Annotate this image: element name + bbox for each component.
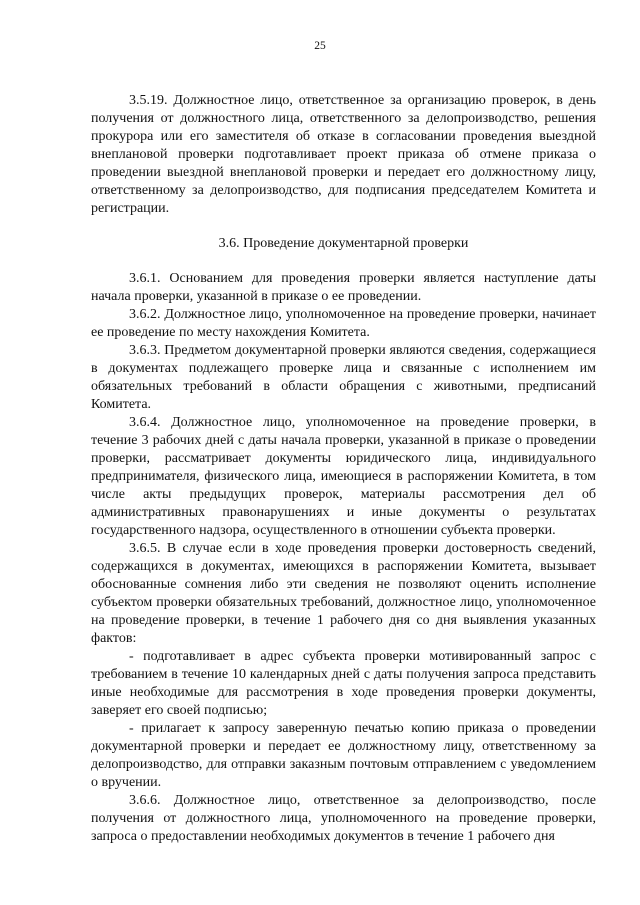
list-item-request: - подготавливает в адрес субъекта проверки мотивированный запрос с требованием в течение 10 календарных дней с даты получения запроса представить иные необходимые для рассмотрения в ходе проведения проверки документы, заверяет его своей подписью; xyxy=(91,649,596,718)
paragraph-3-6-6: 3.6.6. Должностное лицо, ответственное за делопроизводство, после получения от должностного лица, уполномоченного на проведение проверки, запроса о предоставлении необходимых документов в течение 1 рабочего дня xyxy=(91,793,596,844)
list-item-attach: - прилагает к запросу заверенную печатью копию приказа о проведении документарной проверки и передает ее должностному лицу, ответственному за делопроизводство, для отправки заказным почтовым отправлением с уведомлением о вручении. xyxy=(91,721,596,790)
paragraph-3-6-4: 3.6.4. Должностное лицо, уполномоченное на проведение проверки, в течение 3 рабочих дней с даты начала проверки, указанной в приказе о проведении проверки, рассматривает документы юридического лица, индивидуального предпринимателя, физического лица, имеющиеся в распоряжении Комитета, в том числе акты предыдущих проверок, материалы рассмотрения дел об административных правонарушениях и иные документы о результатах государственного надзора, осуществленного в отношении субъекта проверки. xyxy=(91,415,596,538)
page-number: 25 xyxy=(314,40,326,52)
paragraph-3-5-19: 3.5.19. Должностное лицо, ответственное за организацию проверок, в день получения от должностного лица, ответственного за делопроизводство, решения прокурора или его заместителя об отказе в согласовании проведения выездной внеплановой проверки подготавливает проект приказа об отмене приказа о проведении выездной внеплановой проверки и передает его должностному лицу, ответственному за делопроизводство, для подписания председателем Комитета и регистрации. xyxy=(91,93,596,216)
section-heading: 3.6. Проведение документарной проверки xyxy=(218,236,469,251)
paragraph-3-6-3: 3.6.3. Предметом документарной проверки являются сведения, содержащиеся в документах подлежащего проверке лица и связанные с исполнением им обязательных требований в области обращения с животными, предписаний Комитета. xyxy=(91,343,596,412)
paragraph-3-6-5: 3.6.5. В случае если в ходе проведения проверки достоверность сведений, содержащихся в документах, имеющихся в распоряжении Комитета, вызывает обоснованные сомнения либо эти сведения не позволяют оценить исполнение субъектом проверки обязательных требований, должностное лицо, уполномоченное на проведение проверки, в течение 1 рабочего дня со дня выявления указанных фактов: xyxy=(91,541,596,646)
paragraph-3-6-2: 3.6.2. Должностное лицо, уполномоченное на проведение проверки, начинает ее проведение по месту нахождения Комитета. xyxy=(91,307,596,340)
paragraph-3-6-1: 3.6.1. Основанием для проведения проверки является наступление даты начала проверки, указанной в приказе о ее проведении. xyxy=(91,271,596,304)
document-body xyxy=(91,92,596,846)
